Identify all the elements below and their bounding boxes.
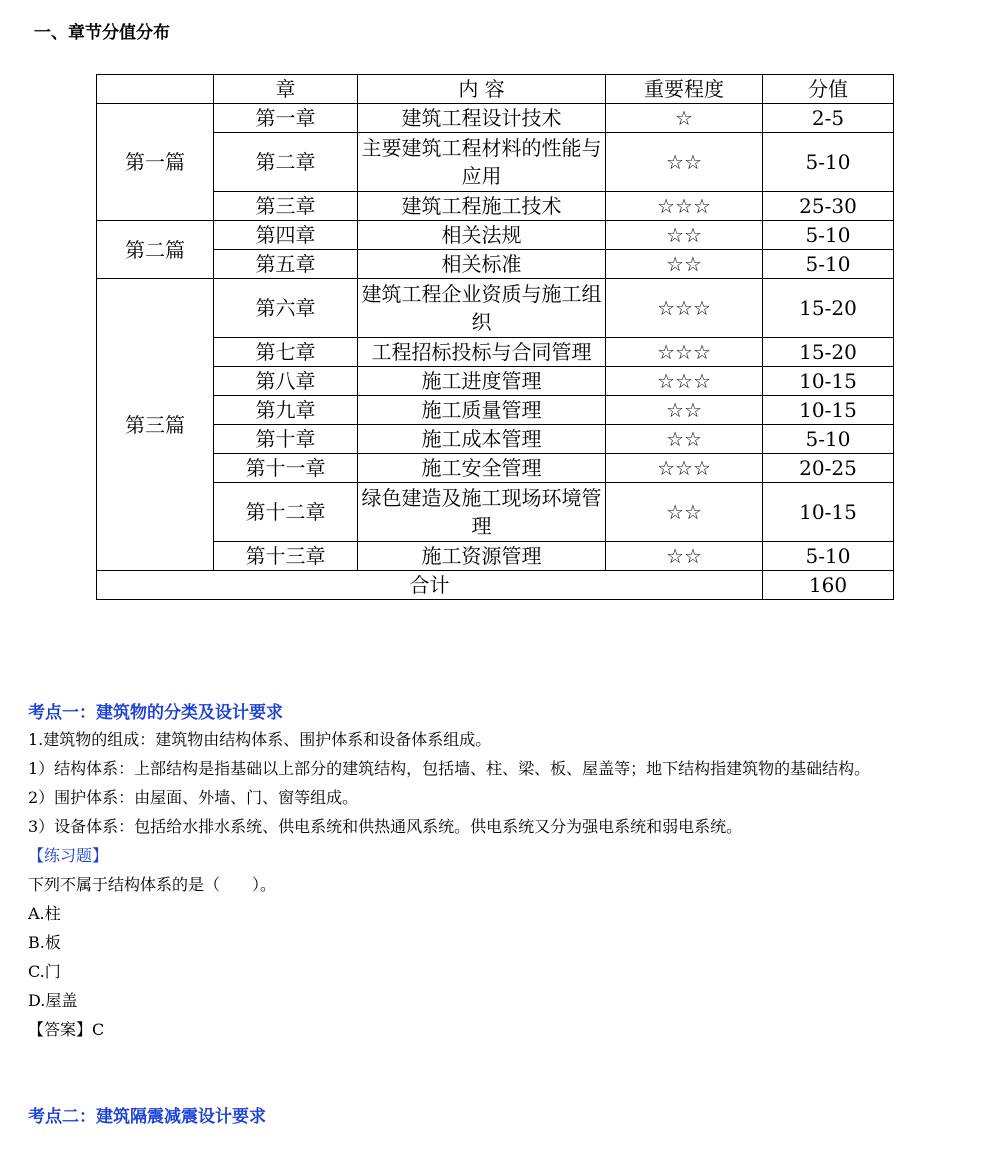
header-cell: 内 容 xyxy=(358,75,606,104)
importance-cell: ☆☆ xyxy=(606,425,763,454)
score-cell: 20-25 xyxy=(763,454,894,483)
score-cell: 2-5 xyxy=(763,104,894,133)
chapter-cell: 第十二章 xyxy=(214,483,358,542)
content-cell: 主要建筑工程材料的性能与应用 xyxy=(358,133,606,192)
score-cell: 15-20 xyxy=(763,279,894,338)
importance-cell: ☆☆ xyxy=(606,221,763,250)
header-cell xyxy=(97,75,214,104)
chapter-cell: 第十一章 xyxy=(214,454,358,483)
table-row xyxy=(97,104,894,133)
header-cell: 章 xyxy=(214,75,358,104)
option-b: B.板 xyxy=(28,933,61,952)
header-cell: 分值 xyxy=(763,75,894,104)
total-row xyxy=(97,571,894,600)
chapter-cell: 第十三章 xyxy=(214,542,358,571)
content-cell: 施工成本管理 xyxy=(358,425,606,454)
importance-cell: ☆☆☆ xyxy=(606,279,763,338)
content-cell: 相关法规 xyxy=(358,221,606,250)
chapter-cell: 第六章 xyxy=(214,279,358,338)
score-cell: 5-10 xyxy=(763,425,894,454)
table-row xyxy=(97,250,894,279)
point1-line: 2）围护体系：由屋面、外墙、门、窗等组成。 xyxy=(28,788,359,807)
option-a: A.柱 xyxy=(28,904,61,923)
chapter-cell: 第九章 xyxy=(214,396,358,425)
point1-body xyxy=(28,725,968,1044)
chapter-cell: 第四章 xyxy=(214,221,358,250)
table-row xyxy=(97,542,894,571)
total-label: 合计 xyxy=(97,571,763,600)
chapter-cell: 第十章 xyxy=(214,425,358,454)
chapter-cell: 第三章 xyxy=(214,192,358,221)
importance-cell: ☆☆ xyxy=(606,483,763,542)
score-cell: 5-10 xyxy=(763,542,894,571)
chapter-cell: 第一章 xyxy=(214,104,358,133)
importance-cell: ☆☆ xyxy=(606,250,763,279)
importance-cell: ☆ xyxy=(606,104,763,133)
point1-title: 考点一：建筑物的分类及设计要求 xyxy=(28,703,283,723)
content-cell: 施工质量管理 xyxy=(358,396,606,425)
chapter-score-table xyxy=(96,74,894,600)
part-cell: 第一篇 xyxy=(97,104,214,221)
table-row xyxy=(97,396,894,425)
point1-line: 3）设备体系：包括给水排水系统、供电系统和供热通风系统。供电系统又分为强电系统和弱电系统。 xyxy=(28,817,743,836)
importance-cell: ☆☆☆ xyxy=(606,192,763,221)
table-row xyxy=(97,338,894,367)
point1-line: 1.建筑物的组成：建筑物由结构体系、围护体系和设备体系组成。 xyxy=(28,730,492,749)
chapter-cell: 第五章 xyxy=(214,250,358,279)
importance-cell: ☆☆☆ xyxy=(606,338,763,367)
table-row xyxy=(97,133,894,192)
content-cell: 绿色建造及施工现场环境管理 xyxy=(358,483,606,542)
exercise-label: 【练习题】 xyxy=(28,846,109,865)
point2-title: 考点二：建筑隔震减震设计要求 xyxy=(28,1107,266,1127)
section-heading: 一、章节分值分布 xyxy=(34,23,170,43)
table-row xyxy=(97,192,894,221)
chapter-cell: 第八章 xyxy=(214,367,358,396)
score-cell: 10-15 xyxy=(763,483,894,542)
importance-cell: ☆☆ xyxy=(606,542,763,571)
option-d: D.屋盖 xyxy=(28,991,78,1010)
table-row xyxy=(97,454,894,483)
content-cell: 施工资源管理 xyxy=(358,542,606,571)
table-header-row xyxy=(97,75,894,104)
table-row xyxy=(97,483,894,542)
importance-cell: ☆☆☆ xyxy=(606,454,763,483)
point1-line: 1）结构体系：上部结构是指基础以上部分的建筑结构，包括墙、柱、梁、板、屋盖等；地下结构指建筑物的基础结构。 xyxy=(28,759,871,778)
content-cell: 相关标准 xyxy=(358,250,606,279)
content-cell: 建筑工程施工技术 xyxy=(358,192,606,221)
option-c: C.门 xyxy=(28,962,61,981)
chapter-cell: 第二章 xyxy=(214,133,358,192)
content-cell: 建筑工程企业资质与施工组织 xyxy=(358,279,606,338)
score-cell: 10-15 xyxy=(763,396,894,425)
score-cell: 10-15 xyxy=(763,367,894,396)
score-cell: 5-10 xyxy=(763,133,894,192)
score-cell: 5-10 xyxy=(763,250,894,279)
content-cell: 建筑工程设计技术 xyxy=(358,104,606,133)
header-cell: 重要程度 xyxy=(606,75,763,104)
part-cell: 第二篇 xyxy=(97,221,214,279)
importance-cell: ☆☆☆ xyxy=(606,367,763,396)
importance-cell: ☆☆ xyxy=(606,133,763,192)
content-cell: 工程招标投标与合同管理 xyxy=(358,338,606,367)
importance-cell: ☆☆ xyxy=(606,396,763,425)
total-value: 160 xyxy=(763,571,894,600)
table-row xyxy=(97,425,894,454)
score-cell: 5-10 xyxy=(763,221,894,250)
part-cell: 第三篇 xyxy=(97,279,214,571)
chapter-cell: 第七章 xyxy=(214,338,358,367)
content-cell: 施工安全管理 xyxy=(358,454,606,483)
table-row xyxy=(97,367,894,396)
answer: 【答案】C xyxy=(28,1020,105,1039)
score-cell: 15-20 xyxy=(763,338,894,367)
table-row xyxy=(97,279,894,338)
score-cell: 25-30 xyxy=(763,192,894,221)
exercise-question: 下列不属于结构体系的是（ ）。 xyxy=(28,875,277,894)
content-cell: 施工进度管理 xyxy=(358,367,606,396)
table-row xyxy=(97,221,894,250)
